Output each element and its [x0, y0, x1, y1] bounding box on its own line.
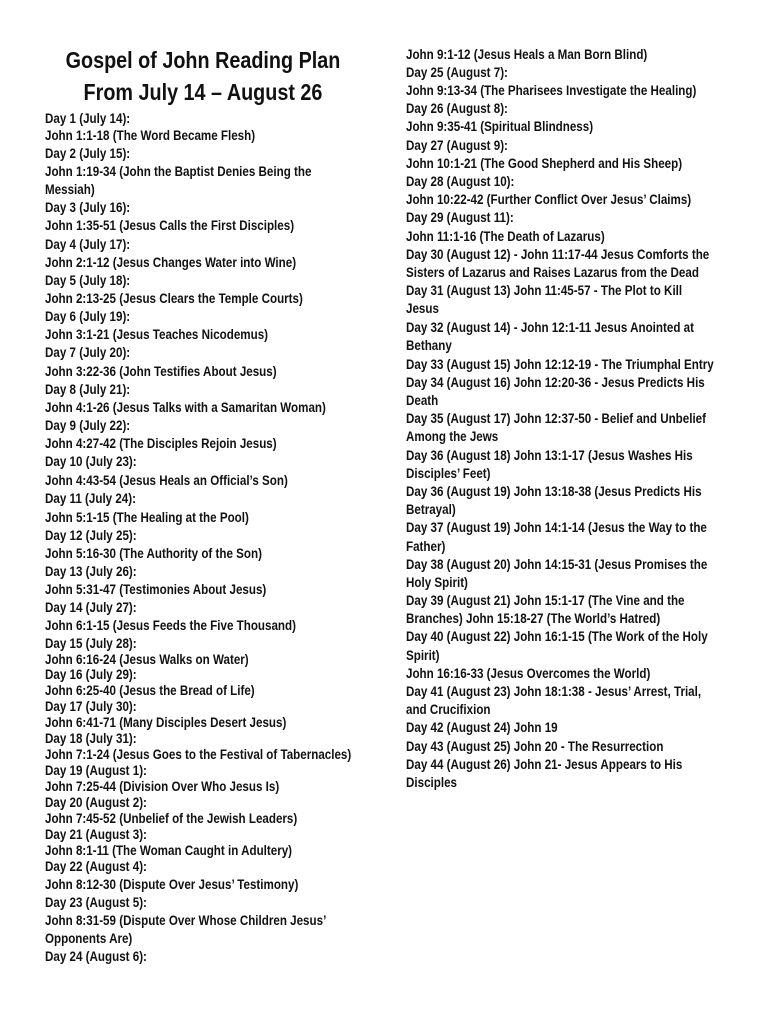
right-column-line: Day 36 (August 18) John 13:1-17 (Jesus Washes His: [406, 448, 693, 463]
left-column-line: Day 19 (August 1):: [45, 763, 147, 778]
right-column-line: Branches) John 15:18-27 (The World’s Hatred): [406, 611, 661, 626]
left-column-line: John 2:1-12 (Jesus Changes Water into Wine): [45, 255, 297, 270]
left-column-line: Day 5 (July 18):: [45, 273, 131, 288]
right-column-line: Disciples: [406, 775, 457, 790]
right-column-line: Day 36 (August 19) John 13:18-38 (Jesus Predicts His: [406, 484, 702, 499]
right-column-line: John 10:22-42 (Further Conflict Over Jesus’ Claims): [406, 192, 692, 207]
left-column-line: John 5:1-15 (The Healing at the Pool): [45, 510, 249, 525]
left-column-line: John 4:43-54 (Jesus Heals an Official’s Son): [45, 473, 288, 488]
left-column-line: John 6:1-15 (Jesus Feeds the Five Thousand): [45, 618, 296, 633]
left-column-line: Messiah): [45, 182, 95, 197]
right-column-line: Day 25 (August 7):: [406, 65, 508, 80]
left-column-line: John 3:1-21 (Jesus Teaches Nicodemus): [45, 327, 269, 342]
right-column-line: Day 42 (August 24) John 19: [406, 720, 558, 735]
right-column-line: Day 26 (August 8):: [406, 101, 508, 116]
right-column-line: Among the Jews: [406, 429, 499, 444]
right-column-line: Father): [406, 539, 446, 554]
left-column-line: John 5:16-30 (The Authority of the Son): [45, 546, 262, 561]
left-column-line: John 1:35-51 (Jesus Calls the First Disciples): [45, 218, 295, 233]
left-column-line: John 6:41-71 (Many Disciples Desert Jesus): [45, 715, 287, 730]
right-column-line: Day 39 (August 21) John 15:1-17 (The Vine and the: [406, 593, 685, 608]
left-column-line: Day 18 (July 31):: [45, 731, 137, 746]
left-column-line: John 4:1-26 (Jesus Talks with a Samaritan Woman): [45, 400, 326, 415]
right-column-line: Day 37 (August 19) John 14:1-14 (Jesus the Way to the: [406, 520, 707, 535]
left-column-line: John 1:19-34 (John the Baptist Denies Being the: [45, 164, 312, 179]
left-column-line: Day 23 (August 5):: [45, 895, 147, 910]
left-column-line: John 8:12-30 (Dispute Over Jesus’ Testimony): [45, 877, 299, 892]
right-column-line: Day 27 (August 9):: [406, 138, 508, 153]
left-column-line: Day 21 (August 3):: [45, 827, 147, 842]
left-column-line: Day 7 (July 20):: [45, 345, 131, 360]
left-column-line: Day 6 (July 19):: [45, 309, 131, 324]
title-line-1: Gospel of John Reading Plan: [65, 47, 341, 73]
left-column-line: John 5:31-47 (Testimonies About Jesus): [45, 582, 267, 597]
left-column-line: Day 8 (July 21):: [45, 382, 131, 397]
left-column-line: John 7:1-24 (Jesus Goes to the Festival of Tabernacles): [45, 747, 352, 762]
left-column-line: Day 11 (July 24):: [45, 491, 136, 506]
right-column-line: Bethany: [406, 338, 452, 353]
right-column-line: John 9:13-34 (The Pharisees Investigate the Healing): [406, 83, 697, 98]
right-column-line: Day 44 (August 26) John 21- Jesus Appears to His: [406, 757, 683, 772]
left-column-line: Day 9 (July 22):: [45, 418, 131, 433]
right-column-line: Day 32 (August 14) - John 12:1-11 Jesus Anointed at: [406, 320, 694, 335]
title-line-2: From July 14 – August 26: [83, 79, 323, 105]
right-column-line: Holy Spirit): [406, 575, 468, 590]
left-column-line: John 7:45-52 (Unbelief of the Jewish Leaders): [45, 811, 298, 826]
right-column-line: John 10:1-21 (The Good Shepherd and His Sheep): [406, 156, 683, 171]
right-column-line: Jesus: [406, 301, 439, 316]
left-column-line: Day 1 (July 14):: [45, 111, 131, 126]
right-column-line: John 9:1-12 (Jesus Heals a Man Born Blind): [406, 47, 648, 62]
right-column-line: John 11:1-16 (The Death of Lazarus): [406, 229, 605, 244]
left-column-line: Day 12 (July 25):: [45, 528, 137, 543]
right-column-line: Betrayal): [406, 502, 456, 517]
left-column-line: Day 2 (July 15):: [45, 146, 131, 161]
right-column-line: Day 30 (August 12) - John 11:17-44 Jesus Comforts the: [406, 247, 710, 262]
right-column-line: Death: [406, 393, 439, 408]
right-column-line: Day 41 (August 23) John 18:1:38 - Jesus’ Arrest, Trial,: [406, 684, 702, 699]
right-column-line: Day 31 (August 13) John 11:45-57 - The Plot to Kill: [406, 283, 683, 298]
left-column-line: Day 13 (July 26):: [45, 564, 137, 579]
left-column-line: John 2:13-25 (Jesus Clears the Temple Courts): [45, 291, 303, 306]
left-column-line: Day 4 (July 17):: [45, 237, 131, 252]
right-column-line: Sisters of Lazarus and Raises Lazarus from the Dead: [406, 265, 699, 280]
left-column-line: Day 15 (July 28):: [45, 636, 137, 651]
right-column-line: Day 40 (August 22) John 16:1-15 (The Work of the Holy: [406, 629, 708, 644]
left-column-line: Day 10 (July 23):: [45, 454, 137, 469]
right-column-line: John 16:16-33 (Jesus Overcomes the World): [406, 666, 651, 681]
page-title: [59, 44, 348, 108]
left-column-line: Day 17 (July 30):: [45, 699, 137, 714]
right-column-line: Day 43 (August 25) John 20 - The Resurrection: [406, 739, 664, 754]
right-column-line: and Crucifixion: [406, 702, 491, 717]
left-column-line: John 6:16-24 (Jesus Walks on Water): [45, 652, 249, 667]
right-column-line: Day 29 (August 11):: [406, 210, 514, 225]
left-column-line: Day 3 (July 16):: [45, 200, 131, 215]
left-column-line: John 6:25-40 (Jesus the Bread of Life): [45, 683, 255, 698]
right-column-line: Day 33 (August 15) John 12:12-19 - The Triumphal Entry: [406, 357, 714, 372]
right-column-line: Day 35 (August 17) John 12:37-50 - Belief and Unbelief: [406, 411, 707, 426]
left-column-line: John 3:22-36 (John Testifies About Jesus): [45, 364, 277, 379]
right-column-line: John 9:35-41 (Spiritual Blindness): [406, 119, 594, 134]
right-column-line: Spirit): [406, 648, 440, 663]
left-column-line: Opponents Are): [45, 931, 133, 946]
left-column-line: John 8:31-59 (Dispute Over Whose Children Jesus’: [45, 913, 327, 928]
left-column-line: John 4:27-42 (The Disciples Rejoin Jesus): [45, 436, 277, 451]
left-column-line: Day 24 (August 6):: [45, 949, 147, 964]
right-column-line: Day 34 (August 16) John 12:20-36 - Jesus Predicts His: [406, 375, 705, 390]
left-column-line: Day 22 (August 4):: [45, 859, 147, 874]
left-column-line: John 7:25-44 (Division Over Who Jesus Is): [45, 779, 280, 794]
left-column-line: Day 14 (July 27):: [45, 600, 137, 615]
left-column-line: John 1:1-18 (The Word Became Flesh): [45, 128, 256, 143]
left-column-line: Day 20 (August 2):: [45, 795, 147, 810]
right-column-line: Disciples’ Feet): [406, 466, 491, 481]
right-column-line: Day 28 (August 10):: [406, 174, 515, 189]
left-column-line: John 8:1-11 (The Woman Caught in Adultery): [45, 843, 293, 858]
left-column-line: Day 16 (July 29):: [45, 667, 137, 682]
right-column-line: Day 38 (August 20) John 14:15-31 (Jesus Promises the: [406, 557, 708, 572]
